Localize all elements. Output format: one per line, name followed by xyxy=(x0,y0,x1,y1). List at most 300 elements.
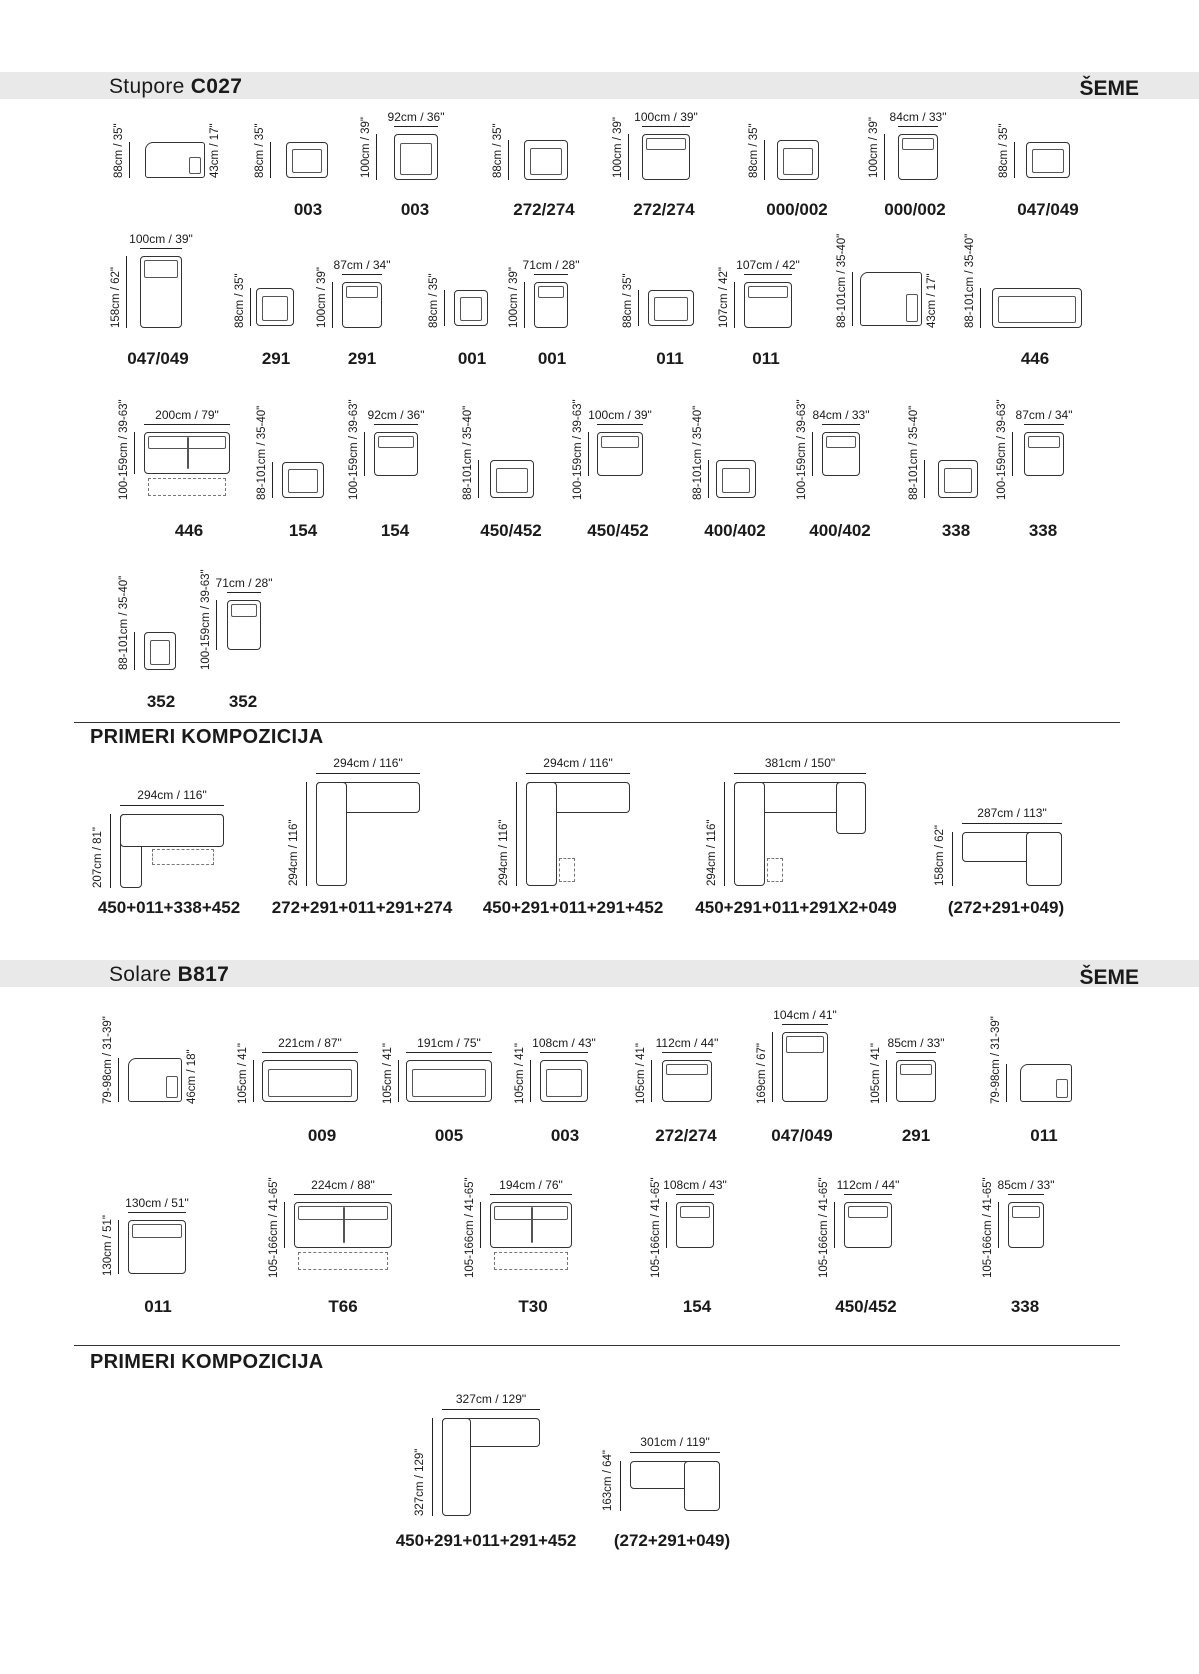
module-code: 291 xyxy=(347,349,377,368)
module-sketch xyxy=(777,140,819,180)
module-sketch xyxy=(896,1060,936,1102)
seat-cushion xyxy=(288,469,318,493)
height-dimension: 294cm / 116" xyxy=(706,819,718,886)
width-dimension: 327cm / 129" xyxy=(455,1392,527,1406)
height-dimension: 88-101cm / 35-40" xyxy=(462,405,474,500)
height-dimension: 100-159cm / 39-63" xyxy=(996,399,1008,500)
height-dimension-line xyxy=(724,782,725,886)
module-code: 001 xyxy=(537,349,567,368)
width-dimension-line xyxy=(540,1052,588,1053)
width-dimension-line xyxy=(342,274,382,275)
divider xyxy=(74,1345,1120,1346)
module-sketch xyxy=(844,1202,892,1248)
recliner-extension xyxy=(494,1252,568,1270)
height-dimension: 105cm / 41" xyxy=(382,1043,394,1104)
height-dimension: 100-159cm / 39-63" xyxy=(118,399,130,500)
module-code: 003 xyxy=(293,200,323,219)
height-dimension: 100cm / 39" xyxy=(868,117,880,178)
height-dimension: 88cm / 35" xyxy=(234,273,246,328)
module-code: 400/402 xyxy=(809,521,871,540)
section-label-seme: ŠEME xyxy=(1079,77,1139,100)
recliner-extension xyxy=(148,478,226,496)
sofa-left-column xyxy=(526,782,557,886)
height-dimension-line xyxy=(376,134,377,180)
module-sketch xyxy=(256,288,294,326)
module-sketch xyxy=(716,460,756,498)
height-dimension-line xyxy=(764,140,765,180)
module-sketch xyxy=(524,140,568,180)
height-dimension: 105cm / 41" xyxy=(870,1043,882,1104)
height-dimension-line xyxy=(734,282,735,328)
height-dimension: 88-101cm / 35-40" xyxy=(908,405,920,500)
width-dimension: 107cm / 42" xyxy=(736,258,800,272)
height-dimension-line xyxy=(998,1202,999,1248)
width-dimension-line xyxy=(128,1212,186,1213)
width-dimension: 87cm / 34" xyxy=(333,258,391,272)
module-sketch xyxy=(822,432,860,476)
module-code: 154 xyxy=(380,521,410,540)
height-dimension: 88cm / 35" xyxy=(113,123,125,178)
module-sketch xyxy=(642,134,690,180)
module-sketch xyxy=(676,1202,714,1248)
backrest xyxy=(538,286,564,298)
height-dimension: 105-166cm / 41-65" xyxy=(650,1177,662,1278)
backrest xyxy=(786,1036,824,1053)
width-dimension-line xyxy=(896,1052,936,1053)
recliner-extension xyxy=(767,858,783,882)
sofa-left-column xyxy=(734,782,765,886)
height-dimension-line xyxy=(884,134,885,180)
sofa-top-row-ext xyxy=(120,814,224,847)
height-dimension-line xyxy=(216,600,217,650)
width-dimension: 84cm / 33" xyxy=(812,408,870,422)
module-sketch xyxy=(490,460,534,498)
height-dimension-line xyxy=(524,282,525,328)
module-code: 291 xyxy=(261,349,291,368)
height-dimension: 88cm / 35" xyxy=(622,273,634,328)
backrest xyxy=(826,436,856,448)
module-code: 291 xyxy=(901,1126,931,1145)
backrest xyxy=(902,138,934,150)
side-view-sketch xyxy=(1020,1064,1072,1102)
height-dimension: 88cm / 35" xyxy=(254,123,266,178)
title-light: Solare xyxy=(109,963,172,986)
armrest-side xyxy=(1056,1079,1068,1098)
width-dimension-line xyxy=(316,773,420,774)
width-dimension: 100cm / 39" xyxy=(588,408,652,422)
height-dimension: 88-101cm / 35-40" xyxy=(692,405,704,500)
seat-cushion xyxy=(412,1069,486,1097)
width-dimension: 108cm / 43" xyxy=(532,1036,596,1050)
height-dimension-line xyxy=(952,832,953,886)
backrest xyxy=(346,286,378,298)
height-dimension-line xyxy=(852,272,853,326)
width-dimension: 85cm / 33" xyxy=(997,1178,1055,1192)
module-sketch xyxy=(294,1202,392,1248)
divider xyxy=(74,722,1120,723)
module-code: 352 xyxy=(146,692,176,711)
width-dimension: 100cm / 39" xyxy=(634,110,698,124)
section-label-seme: ŠEME xyxy=(1079,966,1139,989)
composition-code: 450+291+011+291+452 xyxy=(482,898,664,917)
module-sketch xyxy=(662,1060,712,1102)
width-dimension-line xyxy=(898,126,938,127)
width-dimension-line xyxy=(642,126,690,127)
side-view-sketch xyxy=(128,1058,182,1102)
seat-divider xyxy=(343,1207,345,1243)
module-code: 338 xyxy=(1028,521,1058,540)
height-dimension: 105cm / 41" xyxy=(237,1043,249,1104)
width-dimension: 194cm / 76" xyxy=(499,1178,563,1192)
module-code: 446 xyxy=(174,521,204,540)
compositions-title: PRIMERI KOMPOZICIJA xyxy=(90,726,324,748)
height-dimension-line xyxy=(530,1060,531,1102)
module-sketch xyxy=(1008,1202,1044,1248)
composition-code: (272+291+049) xyxy=(947,898,1065,917)
backrest xyxy=(646,138,686,150)
height-dimension-line xyxy=(886,1060,887,1102)
width-dimension-line xyxy=(1024,424,1064,425)
side-view-sketch xyxy=(145,142,205,178)
module-sketch xyxy=(128,1220,186,1274)
width-dimension: 287cm / 113" xyxy=(977,806,1047,820)
module-sketch xyxy=(282,462,324,498)
height-dimension-line xyxy=(651,1060,652,1102)
height-dimension-line xyxy=(666,1202,667,1248)
height-dimension: 79-98cm / 31-39" xyxy=(102,1016,114,1104)
height-dimension-line xyxy=(478,460,479,498)
recliner-extension xyxy=(559,858,575,882)
width-dimension: 104cm / 41" xyxy=(773,1008,837,1022)
module-sketch xyxy=(898,134,938,180)
module-sketch xyxy=(490,1202,572,1248)
width-dimension: 221cm / 87" xyxy=(278,1036,342,1050)
chaise-longue xyxy=(1026,832,1062,886)
height-dimension: 105-166cm / 41-65" xyxy=(268,1177,280,1278)
height-dimension: 88-101cm / 35-40" xyxy=(964,233,976,328)
height-dimension-line xyxy=(834,1202,835,1248)
module-sketch xyxy=(782,1032,828,1102)
backrest xyxy=(132,1224,182,1238)
module-code: 005 xyxy=(434,1126,464,1145)
composition-code: (272+291+049) xyxy=(613,1531,731,1550)
seat-cushion xyxy=(998,296,1076,323)
height-dimension: 158cm / 62" xyxy=(110,267,122,328)
module-sketch xyxy=(144,632,176,670)
height-dimension: 169cm / 67" xyxy=(756,1043,768,1104)
height-dimension: 294cm / 116" xyxy=(288,819,300,886)
armrest-side xyxy=(189,157,201,174)
height-dimension-line xyxy=(628,134,629,180)
module-sketch xyxy=(597,432,643,476)
height-dimension: 88-101cm / 35-40" xyxy=(836,233,848,328)
height-dimension-line xyxy=(638,290,639,326)
module-code: 003 xyxy=(550,1126,580,1145)
width-dimension-line xyxy=(822,424,860,425)
module-code: 154 xyxy=(682,1297,712,1316)
width-dimension-line xyxy=(844,1194,892,1195)
chaise-end xyxy=(836,782,866,834)
module-code: 352 xyxy=(228,692,258,711)
width-dimension-line xyxy=(534,274,568,275)
module-code: T30 xyxy=(518,1297,548,1316)
height-dimension-line xyxy=(253,1060,254,1102)
height-dimension: 130cm / 51" xyxy=(102,1215,114,1276)
height-dimension: 105cm / 41" xyxy=(635,1043,647,1104)
module-code: 154 xyxy=(288,521,318,540)
width-dimension-line xyxy=(597,424,643,425)
seat-cushion xyxy=(460,297,482,321)
width-dimension: 100cm / 39" xyxy=(129,232,193,246)
composition-code: 450+291+011+291X2+049 xyxy=(695,898,897,917)
height-dimension-line xyxy=(588,432,589,476)
height-dimension-line xyxy=(134,432,135,474)
height-dimension: 105cm / 41" xyxy=(514,1043,526,1104)
composition-code: 450+291+011+291+452 xyxy=(395,1531,577,1550)
module-sketch xyxy=(938,460,978,498)
module-code: 450/452 xyxy=(587,521,649,540)
width-dimension: 71cm / 28" xyxy=(215,576,273,590)
backrest xyxy=(231,604,257,617)
height-dimension: 100cm / 39" xyxy=(508,267,520,328)
height-dimension: 100cm / 39" xyxy=(612,117,624,178)
module-code: 011 xyxy=(1030,1126,1058,1145)
width-dimension-line xyxy=(374,424,418,425)
height-dimension: 327cm / 129" xyxy=(414,1448,426,1516)
backrest xyxy=(601,436,639,448)
seat-divider xyxy=(531,1207,533,1243)
backrest xyxy=(900,1064,932,1075)
composition-code: 272+291+011+291+274 xyxy=(271,898,453,917)
title-bold: C027 xyxy=(190,75,243,98)
seat-height-dimension: 46cm / 18" xyxy=(186,1049,198,1104)
height-dimension-line xyxy=(1014,142,1015,178)
height-dimension: 163cm / 64" xyxy=(602,1450,614,1511)
width-dimension: 191cm / 75" xyxy=(417,1036,481,1050)
width-dimension: 87cm / 34" xyxy=(1015,408,1073,422)
width-dimension: 108cm / 43" xyxy=(663,1178,727,1192)
module-sketch xyxy=(744,282,792,328)
height-dimension: 100-159cm / 39-63" xyxy=(572,399,584,500)
backrest xyxy=(666,1064,708,1075)
height-dimension-line xyxy=(924,460,925,498)
height-dimension: 79-98cm / 31-39" xyxy=(990,1016,1002,1104)
height-dimension-line xyxy=(480,1202,481,1248)
module-sketch xyxy=(227,600,261,650)
module-code: 011 xyxy=(752,349,780,368)
module-code: 011 xyxy=(656,349,684,368)
height-dimension-line xyxy=(250,288,251,326)
module-sketch xyxy=(992,288,1082,328)
height-dimension-line xyxy=(1012,432,1013,476)
recliner-extension xyxy=(152,849,214,865)
width-dimension-line xyxy=(962,823,1062,824)
module-code: 047/049 xyxy=(127,349,189,368)
seat-cushion xyxy=(1032,149,1064,173)
width-dimension: 381cm / 150" xyxy=(764,756,836,770)
module-sketch xyxy=(374,432,418,476)
height-dimension-line xyxy=(444,290,445,326)
width-dimension: 92cm / 36" xyxy=(387,110,445,124)
backrest xyxy=(144,260,178,278)
width-dimension-line xyxy=(676,1194,714,1195)
module-code: 272/274 xyxy=(633,200,695,219)
backrest xyxy=(1012,1206,1040,1218)
width-dimension: 301cm / 119" xyxy=(640,1435,710,1449)
seat-cushion xyxy=(654,297,688,321)
width-dimension-line xyxy=(394,126,438,127)
height-dimension: 88-101cm / 35-40" xyxy=(118,575,130,670)
height-dimension-line xyxy=(708,460,709,498)
module-code: 450/452 xyxy=(480,521,542,540)
height-dimension: 100cm / 39" xyxy=(316,267,328,328)
width-dimension-line xyxy=(227,592,261,593)
title-light: Stupore xyxy=(109,75,185,98)
seat-cushion xyxy=(783,148,813,175)
module-sketch xyxy=(262,1060,358,1102)
width-dimension: 112cm / 44" xyxy=(836,1178,900,1192)
height-dimension-line xyxy=(134,632,135,670)
seat-cushion xyxy=(944,468,972,493)
seat-cushion xyxy=(400,143,432,175)
width-dimension: 71cm / 28" xyxy=(522,258,580,272)
height-dimension: 88cm / 35" xyxy=(428,273,440,328)
seat-divider xyxy=(187,437,189,469)
seat-cushion xyxy=(150,640,170,665)
module-code: 047/049 xyxy=(1017,200,1079,219)
compositions-title: PRIMERI KOMPOZICIJA xyxy=(90,1351,324,1373)
backrest xyxy=(748,286,788,298)
seat-height-dimension: 43cm / 17" xyxy=(926,273,938,328)
backrest xyxy=(848,1206,888,1218)
module-code: 000/002 xyxy=(884,200,946,219)
height-dimension-line xyxy=(620,1461,621,1511)
module-sketch xyxy=(140,256,182,328)
height-dimension: 100-159cm / 39-63" xyxy=(348,399,360,500)
module-code: 047/049 xyxy=(771,1126,833,1145)
width-dimension-line xyxy=(120,805,224,806)
width-dimension-line xyxy=(490,1194,572,1195)
width-dimension: 112cm / 44" xyxy=(655,1036,719,1050)
module-code: 009 xyxy=(307,1126,337,1145)
width-dimension: 294cm / 116" xyxy=(137,788,207,802)
height-dimension: 100-159cm / 39-63" xyxy=(200,569,212,670)
height-dimension-line xyxy=(980,288,981,328)
width-dimension: 200cm / 79" xyxy=(155,408,219,422)
width-dimension-line xyxy=(442,1409,540,1410)
module-code: T66 xyxy=(328,1297,358,1316)
module-sketch xyxy=(648,290,694,326)
height-dimension-line xyxy=(110,814,111,888)
width-dimension: 92cm / 36" xyxy=(367,408,425,422)
height-dimension-line xyxy=(284,1202,285,1248)
height-dimension: 100-159cm / 39-63" xyxy=(796,399,808,500)
seat-cushion xyxy=(530,148,562,175)
height-dimension-line xyxy=(129,142,130,178)
side-view-sketch xyxy=(860,272,922,326)
module-sketch xyxy=(454,290,488,326)
module-sketch xyxy=(394,134,438,180)
height-dimension-line xyxy=(516,782,517,886)
height-dimension: 158cm / 62" xyxy=(934,825,946,886)
height-dimension: 88cm / 35" xyxy=(998,123,1010,178)
module-sketch xyxy=(534,282,568,328)
width-dimension: 130cm / 51" xyxy=(125,1196,189,1210)
module-code: 003 xyxy=(400,200,430,219)
composition-code: 450+011+338+452 xyxy=(97,898,241,917)
module-sketch xyxy=(406,1060,492,1102)
height-dimension-line xyxy=(118,1220,119,1274)
seat-cushion xyxy=(546,1069,582,1097)
width-dimension-line xyxy=(526,773,630,774)
height-dimension-line xyxy=(272,462,273,498)
height-dimension-line xyxy=(306,782,307,886)
height-dimension: 88-101cm / 35-40" xyxy=(256,405,268,500)
seat-cushion xyxy=(292,149,322,173)
height-dimension: 107cm / 42" xyxy=(718,267,730,328)
module-code: 450/452 xyxy=(835,1297,897,1316)
height-dimension-line xyxy=(398,1060,399,1102)
width-dimension: 294cm / 116" xyxy=(543,756,613,770)
width-dimension-line xyxy=(744,274,792,275)
module-code: 272/274 xyxy=(513,200,575,219)
sofa-left-column xyxy=(442,1418,471,1516)
width-dimension: 294cm / 116" xyxy=(333,756,403,770)
width-dimension-line xyxy=(144,424,230,425)
seat-cushion xyxy=(722,468,750,493)
height-dimension: 105-166cm / 41-65" xyxy=(818,1177,830,1278)
module-code: 001 xyxy=(457,349,487,368)
seat-cushion xyxy=(268,1069,352,1097)
module-code: 338 xyxy=(1010,1297,1040,1316)
height-dimension-line xyxy=(364,432,365,476)
height-dimension: 88cm / 35" xyxy=(748,123,760,178)
armrest-side xyxy=(906,294,918,322)
module-code: 011 xyxy=(144,1297,172,1316)
module-sketch xyxy=(1024,432,1064,476)
section-title-stupore xyxy=(109,75,242,99)
height-dimension: 105-166cm / 41-65" xyxy=(982,1177,994,1278)
height-dimension: 88cm / 35" xyxy=(492,123,504,178)
width-dimension: 84cm / 33" xyxy=(889,110,947,124)
height-dimension-line xyxy=(772,1032,773,1102)
recliner-extension xyxy=(298,1252,388,1270)
width-dimension-line xyxy=(294,1194,392,1195)
height-dimension-line xyxy=(126,256,127,328)
seat-cushion xyxy=(262,296,288,321)
module-code: 400/402 xyxy=(704,521,766,540)
module-code: 446 xyxy=(1020,349,1050,368)
backrest xyxy=(1028,436,1060,448)
backrest xyxy=(680,1206,710,1218)
height-dimension-line xyxy=(508,140,509,180)
seat-height-dimension: 43cm / 17" xyxy=(209,123,221,178)
width-dimension-line xyxy=(782,1024,828,1025)
height-dimension-line xyxy=(270,142,271,178)
width-dimension-line xyxy=(662,1052,712,1053)
height-dimension-line xyxy=(332,282,333,328)
title-bold: B817 xyxy=(177,963,230,986)
width-dimension-line xyxy=(406,1052,492,1053)
armrest-side xyxy=(166,1076,178,1098)
seat-cushion xyxy=(496,468,528,493)
module-sketch xyxy=(342,282,382,328)
module-sketch xyxy=(286,142,328,178)
width-dimension-line xyxy=(262,1052,358,1053)
height-dimension-line xyxy=(118,1058,119,1102)
width-dimension: 85cm / 33" xyxy=(887,1036,945,1050)
module-code: 338 xyxy=(941,521,971,540)
